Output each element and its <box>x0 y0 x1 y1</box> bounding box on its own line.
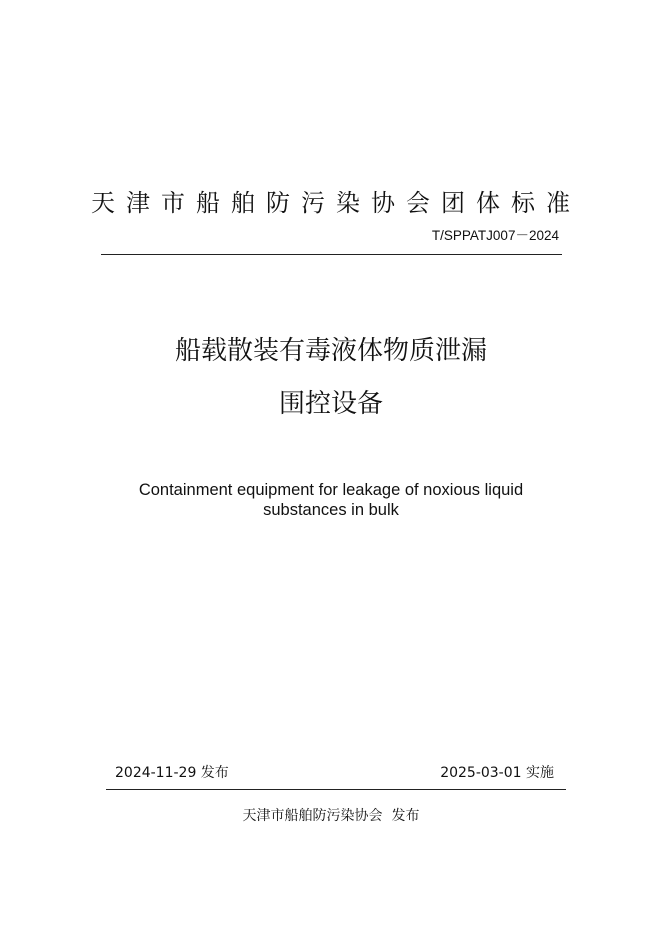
publisher: 天津市船舶防污染协会 发布 <box>242 808 420 824</box>
organization-standard-heading: 天津市船舶防污染协会团体标准 <box>91 189 581 217</box>
footer-divider <box>106 789 566 790</box>
header-divider <box>101 254 562 255</box>
effective-date: 2025-03-01 实施 <box>440 765 554 781</box>
document-title-en-line2: substances in bulk <box>263 501 399 519</box>
document-title-cn-line1: 船载散装有毒液体物质泄漏 <box>174 336 487 366</box>
document-title-en <box>0 480 662 520</box>
standard-code: T/SPPATJ007－2024 <box>431 228 559 243</box>
document-title-cn-line2: 围控设备 <box>278 389 383 419</box>
publish-date: 2024-11-29 发布 <box>115 765 229 781</box>
document-title-en-line1: Containment equipment for leakage of noxious liquid <box>138 481 524 499</box>
